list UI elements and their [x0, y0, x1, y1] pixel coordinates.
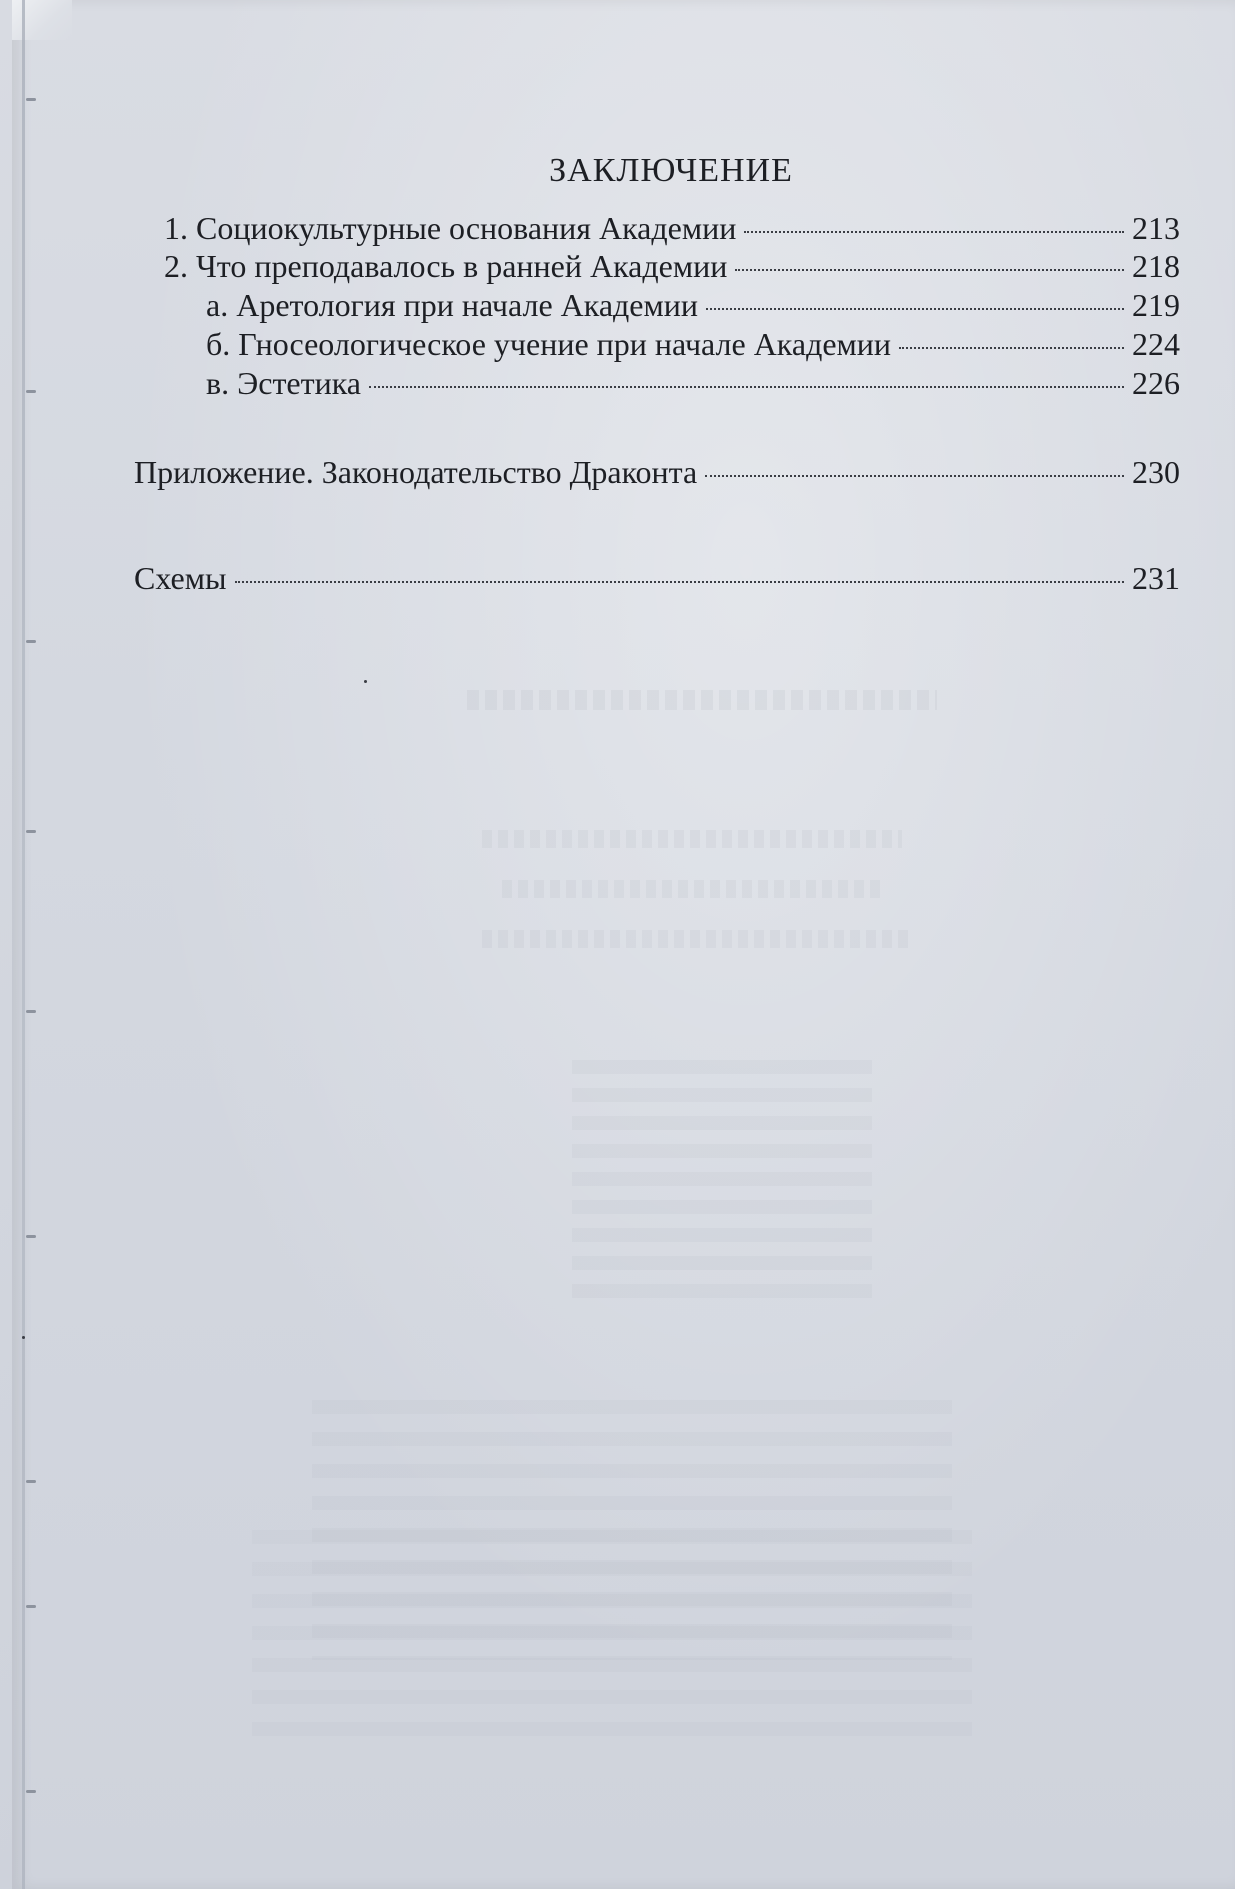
toc-entry-label: 1. Социокультурные основания Академии [164, 210, 737, 246]
toc-entry [134, 456, 1180, 488]
toc-entry-label: Схемы [134, 560, 227, 596]
dot-leader [706, 308, 1124, 310]
toc-entry-label: а. Аретология при начале Академии [206, 287, 698, 323]
show-through-text [252, 1530, 972, 1750]
ink-speck [364, 680, 367, 683]
toc-entry-label: Приложение. Законодательство Драконта [134, 454, 698, 490]
dot-leader [744, 231, 1124, 233]
ink-speck [22, 1336, 25, 1339]
show-through-text [572, 1060, 872, 1310]
toc-entry-page: 224 [1132, 326, 1180, 362]
show-through-text [467, 690, 937, 710]
toc-heading: ЗАКЛЮЧЕНИЕ [549, 152, 793, 189]
stitch-mark [26, 640, 36, 643]
toc-entry [206, 367, 1180, 399]
dot-leader [235, 581, 1125, 583]
stitch-mark [26, 1605, 36, 1608]
toc-entry-label: 2. Что преподавалось в ранней Академии [164, 248, 728, 284]
stitch-mark [26, 1010, 36, 1013]
toc-entry [164, 250, 1180, 282]
toc-entry-page: 231 [1132, 560, 1180, 596]
dot-leader [705, 475, 1124, 477]
toc-entry [206, 328, 1180, 360]
show-through-text [482, 830, 902, 848]
toc-entry-page: 226 [1132, 365, 1180, 401]
stitch-mark [26, 1480, 36, 1483]
stitch-mark [26, 830, 36, 833]
toc-entry-page: 219 [1132, 287, 1180, 323]
page-corner [12, 0, 72, 40]
stitch-mark [26, 98, 36, 101]
toc-entry-page: 218 [1132, 248, 1180, 284]
toc-entry-label: б. Гносеологическое учение при начале Академии [206, 326, 892, 362]
toc-entry [206, 289, 1180, 321]
stitch-mark [26, 1235, 36, 1238]
spine-edge [22, 0, 25, 1889]
show-through-text [482, 930, 912, 948]
stitch-mark [26, 390, 36, 393]
toc-entry-label: в. Эстетика [206, 365, 361, 401]
dot-leader [899, 347, 1124, 349]
show-through-text [502, 880, 882, 898]
toc-entry-page: 213 [1132, 210, 1180, 246]
dot-leader [369, 386, 1124, 388]
toc-entry-page: 230 [1132, 454, 1180, 490]
toc-entry [164, 212, 1180, 244]
toc-entry [134, 562, 1180, 594]
stitch-mark [26, 1790, 36, 1793]
dot-leader [735, 269, 1124, 271]
book-page [12, 0, 1235, 1889]
